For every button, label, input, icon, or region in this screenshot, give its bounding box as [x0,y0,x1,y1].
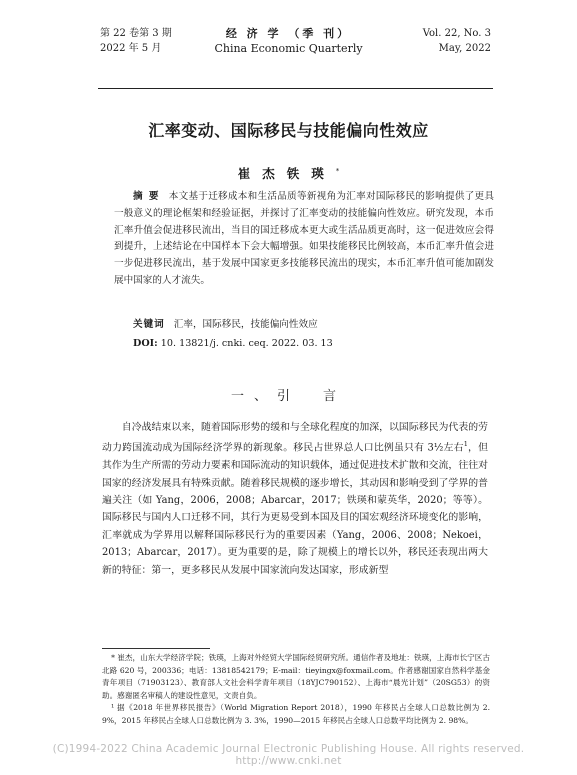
journal-name-en: China Economic Quarterly [214,42,363,55]
journal-name-cn: 经 济 学 （季 刊） [225,27,352,40]
paper-title: 汇率变动、国际移民与技能偏向性效应 [148,121,429,140]
abstract [114,189,494,290]
body-paragraph [102,419,488,579]
keywords [133,317,318,333]
issue-date-cn: 2022 年 5 月 [100,43,162,54]
author-names: 崔杰铁瑛 [237,166,336,181]
author-footnote-mark: * [335,166,340,175]
footnote-ref: 1 [463,440,468,449]
issue-info-en [423,26,491,56]
issue-date-en: May, 2022 [438,43,491,54]
doi [133,336,333,352]
doi-label: DOI: [133,338,158,349]
volume-en: Vol. 22, No. 3 [422,28,491,39]
abstract-label: 摘要 [133,191,165,202]
keywords-text: 汇率，国际移民，技能偏向性效应 [173,319,318,330]
abstract-text: 本文基于迁移成本和生活品质等新视角为汇率对国际移民的影响提供了更具一般意义的理论框架和经验证据，并探讨了汇率变动的技能偏向性效应。研究发现，本币汇率升值会促进移民流出，当目的国迁移成本更大或生活品质更高时，这一促进效应会得到提升，上述结论在中国样本下会大幅增强。如果技能移民比例较高，本币汇率升值会进一步促进移民流出，基于发展中国家更多技能移民流出的现实，本币汇率升值可能加剧发展中国家的人才流失。 [114,191,495,286]
footnotes [102,652,490,727]
footnote-rule [102,648,210,649]
body-text-2: 左右 [443,442,464,454]
fraction: ½ [433,442,444,454]
body-text [102,419,488,579]
page-header [0,26,577,66]
author-line [0,164,577,182]
body-text-3: ，但其作为生产所需的劳动力要素和国际流动的知识载体，通过促进技术扩散和交流，往往对国家的经济发展具有特殊贡献。随着移民规模的逐步增长，其动因和影响受到了学界的普遍关注（如 Yang，2006，2008；Abarcar，2017；铁瑛和蒙英华，2020；等等）。国际移民与国内人口迁移不同，其行为更易受到本国及目的国宏观经济环境变化的影响，汇率就成为学界用以解释国际移民行为的重要因素（Yang，2006、2008；Nekoei，2013；Abarcar，2017）。更为重要的是，除了规模上的增长以外，移民还表现出两大新的特征：第一，更多移民从发展中国家流向发达国家，形成新型 [102,442,488,576]
copyright-watermark: (C)1994-2022 China Academic Journal Electronic Publishing House. All rights reserved. http://www.cnki.net [52,743,525,767]
footnote-1: ¹ 据《2018 年世界移民报告》（World Migration Report 2018），1990 年移民占全球人口总数比例为 2. 9%，2015 年移民占全球人口总数比例为 3. 3%，1990—2015 年移民占全球人口总数平均比例为 2. 98%。 [102,703,490,725]
issue-number-cn: 第 22 卷第 3 期 [100,28,172,39]
section-heading: 一、引 言 [230,389,346,404]
body-text-1: 自冷战结束以来，随着国际形势的缓和与全球化程度的加深，以国际移民为代表的劳动力跨国流动成为国际经济学界的新现象。移民占世界总人口比例虽只有 3 [102,422,488,454]
keywords-label: 关键词 [133,319,165,330]
header-rule [98,88,493,89]
footnote-author: * 崔杰，山东大学经济学院；铁瑛，上海对外经贸大学国际经贸研究所。通信作者及地址：铁瑛，上海市长宁区古北路 620 号，200336；电话：13818542179；E-mail：tieyingx@foxmail.com。作者感谢国家自然科学基金青年项目（71903123）、教育部人文社会科学青年项目（18YJC790152）、上海市“晨光计划”（20SG53）的资助。感谢匿名审稿人的建设性意见，文责自负。 [102,653,490,700]
doi-value: 10. 13821/j. cnki. ceq. 2022. 03. 13 [160,338,333,349]
